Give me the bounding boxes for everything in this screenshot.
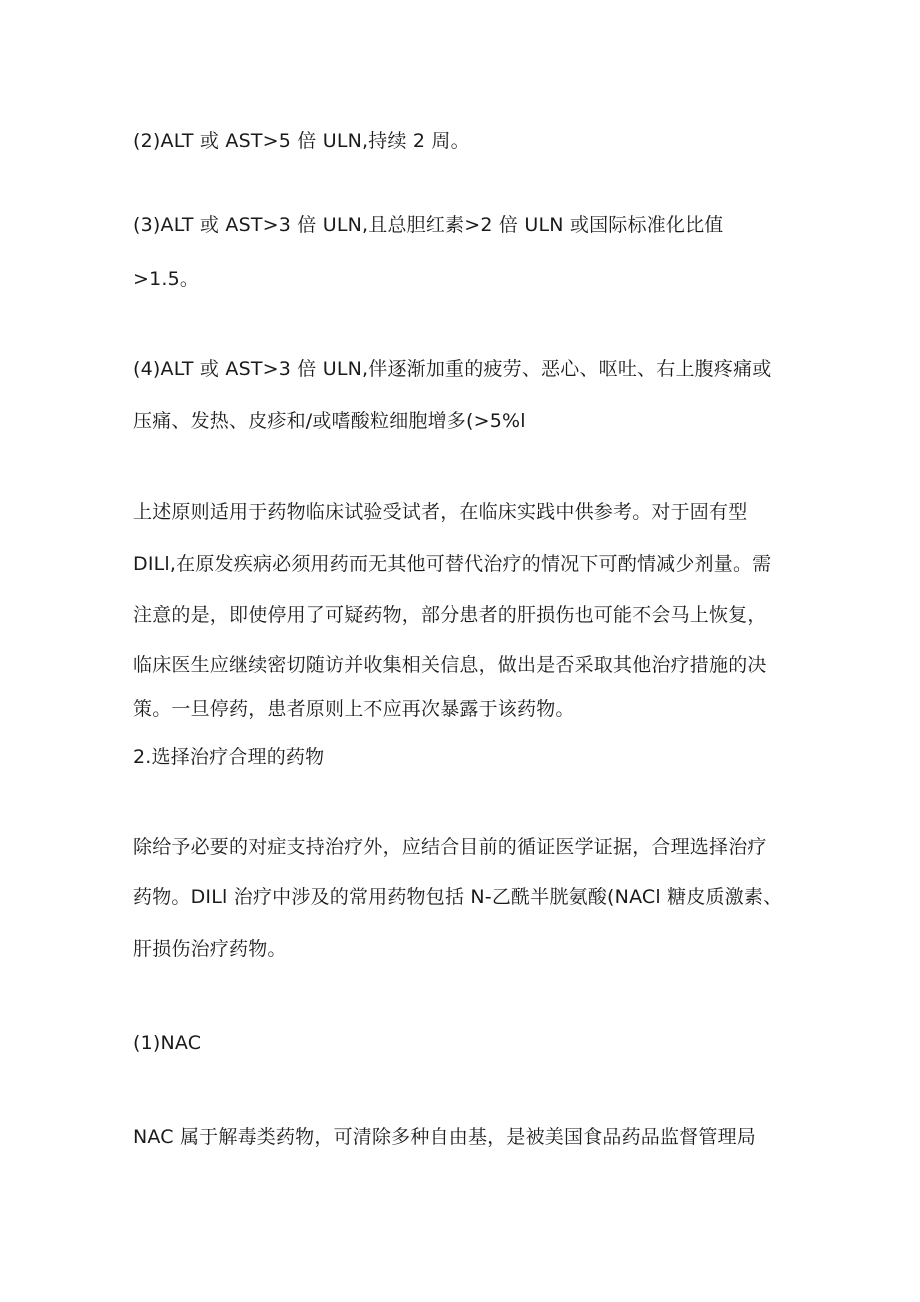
paragraph-drugs-line-3: 肝损伤治疗药物。 (133, 938, 287, 960)
criterion-2-line: (2)ALT 或 AST>5 倍 ULN,持续 2 周。 (133, 130, 470, 152)
criterion-4-line-1: (4)ALT 或 AST>3 倍 ULN,伴逐渐加重的疲劳、恶心、呕吐、右上腹疼痛或 (133, 358, 772, 380)
paragraph-principles-line-3: 注意的是，即使停用了可疑药物，部分患者的肝损伤也可能不会马上恢复， (133, 604, 767, 626)
paragraph-principles-line-1: 上述原则适用于药物临床试验受试者，在临床实践中供参考。对于固有型 (133, 501, 748, 523)
section-heading: 2.选择治疗合理的药物 (133, 746, 325, 768)
criterion-3-line-2: >1.5。 (133, 268, 200, 290)
criterion-3-line-1: (3)ALT 或 AST>3 倍 ULN,且总胆红素>2 倍 ULN 或国际标准化比值 (133, 214, 724, 236)
subsection-heading-nac: (1)NAC (133, 1032, 202, 1054)
paragraph-drugs-line-2: 药物。DILl 治疗中涉及的常用药物包括 N-乙酰半胱氨酸(NACl 糖皮质激素、 (133, 886, 783, 908)
paragraph-nac-line-1: NAC 属于解毒类药物，可清除多种自由基，是被美国食品药品监督管理局 (133, 1126, 756, 1148)
criterion-4-line-2: 压痛、发热、皮疹和/或嗜酸粒细胞增多(>5%l (133, 410, 526, 432)
paragraph-principles-line-2: DILl,在原发疾病必须用药而无其他可替代治疗的情况下可酌情减少剂量。需 (133, 553, 772, 575)
paragraph-drugs-line-1: 除给予必要的对症支持治疗外，应结合目前的循证医学证据，合理选择治疗 (133, 836, 767, 858)
paragraph-principles-line-5: 策。一旦停药，患者原则上不应再次暴露于该药物。 (133, 698, 575, 720)
paragraph-principles-line-4: 临床医生应继续密切随访并收集相关信息，做出是否采取其他治疗措施的决 (133, 654, 767, 676)
